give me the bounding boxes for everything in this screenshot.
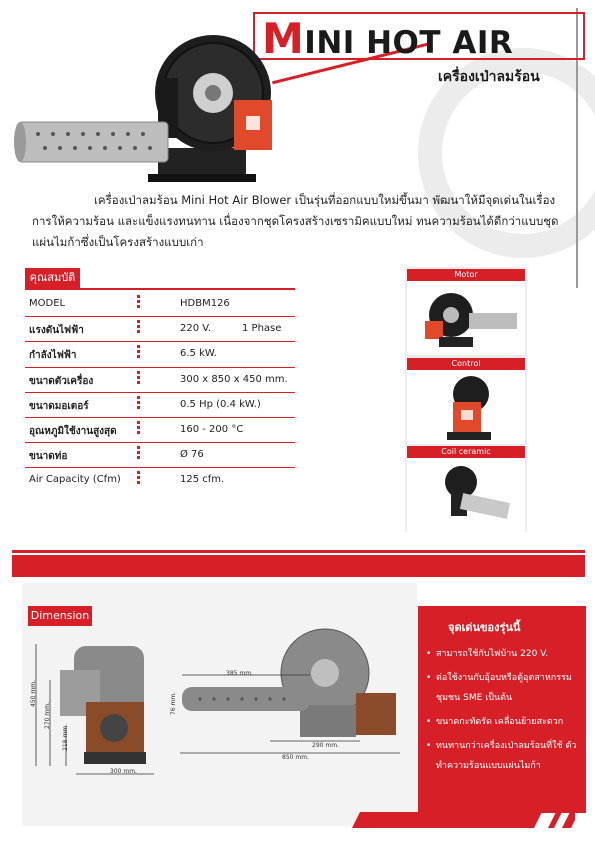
intro-paragraph: เครื่องเป่าลมร้อน Mini Hot Air Blower เป็นรุ่นที่ออกแบบใหม่ขึ้นมา พัฒนาให้มีจุดเด่นในเรื่องการให้ความร้อน และแข็งแรงทนทาน เนื่องจากชุดโครงสร้างเซรามิคแบบใหม่ ทนความร้อนได้ดีกว่าแบบชุดแผ่นไมก้าซึ่งเป็นโครงสร้างแบบเก่า (32, 193, 559, 249)
feature-item: • ต่อใช้งานกับอุ้อบหรือตู้อุตสาหกรรม ชุมชน SME เป็นต้น (426, 668, 582, 708)
control-image (411, 372, 521, 442)
part-card-control (407, 358, 525, 444)
spec-value: 220 V. (180, 323, 211, 335)
dim-body-width: 290 mm. (312, 742, 339, 749)
feature-item: • ทนทานกว่าเครื่องเป่าลมร้อนที่ใช้ ตัวทำความร้อนแบบแผ่นไมก้า (426, 736, 582, 776)
part-card-motor (407, 269, 525, 355)
spec-row (25, 393, 295, 418)
dim-width-side: 300 mm. (110, 768, 137, 775)
product-image (8, 18, 278, 190)
spec-row (25, 443, 295, 468)
section-banner (12, 555, 585, 577)
spec-row (25, 418, 295, 443)
spec-row (25, 342, 295, 367)
spec-row (25, 368, 295, 393)
spec-value: 125 cfm. (180, 474, 225, 486)
spec-dots (137, 396, 140, 410)
spec-value: 300 x 850 x 450 mm. (180, 373, 288, 385)
feature-item: • สามารถใช้กับไฟบ้าน 220 V. (426, 644, 582, 664)
title-rest: INI HOT AIR (304, 25, 514, 61)
spec-heading: คุณสมบัติ (25, 268, 80, 288)
title-initial: M (262, 14, 305, 63)
section-divider (12, 550, 585, 553)
dim-total-width: 850 mm. (282, 754, 309, 761)
spec-label: กำลังไฟฟ้า (29, 350, 77, 362)
spec-value: 6.5 kW. (180, 348, 217, 360)
spec-dots (137, 320, 140, 334)
dim-height-base: 218 mm. (61, 724, 69, 751)
features-title: จุดเด่นของรุ่นนี้ (448, 621, 521, 634)
spec-label: แรงดันไฟฟ้า (29, 325, 84, 337)
part-card-coil (407, 446, 525, 532)
spec-dots (137, 345, 140, 359)
spec-row (25, 317, 295, 342)
spec-dots (137, 371, 140, 385)
spec-value: 0.5 Hp (0.4 kW.) (180, 398, 261, 410)
motor-image (411, 283, 521, 353)
features-box (418, 606, 586, 813)
spec-label: ขนาดตัวเครื่อง (29, 375, 94, 387)
part-label: Coil ceramic (407, 446, 525, 458)
spec-label: MODEL (29, 298, 66, 309)
spec-label: ขนาดท่อ (29, 451, 68, 463)
spec-value: 160 - 200 °C (180, 423, 244, 435)
features-list (426, 644, 582, 780)
part-label: Control (407, 358, 525, 370)
dim-height-total: 450 mm. (29, 680, 37, 707)
part-label: Motor (407, 269, 525, 281)
spec-label: Air Capacity (Cfm) (29, 474, 121, 486)
spec-value: HDBM126 (180, 298, 230, 309)
spec-row (25, 292, 295, 317)
page-title (262, 14, 582, 63)
spec-dots (137, 471, 140, 485)
dim-tube-length: 385 mm. (226, 670, 253, 677)
spec-table (25, 292, 295, 493)
spec-value: Ø 76 (180, 449, 204, 461)
spec-heading-line (25, 288, 295, 290)
spec-dots (137, 421, 140, 435)
coil-image (411, 460, 521, 530)
spec-dots (137, 446, 140, 460)
dim-tube-diameter: 76 mm. (170, 691, 178, 716)
footer-stripes (352, 812, 575, 828)
spec-label: อุณหภูมิใช้งานสูงสุด (29, 425, 117, 437)
dim-height-body: 270 mm. (43, 702, 51, 729)
spec-dots (137, 295, 140, 309)
spec-row (25, 468, 295, 492)
front-view-drawing (170, 615, 410, 760)
page-subtitle: เครื่องเป่าลมร้อน (438, 69, 540, 85)
spec-label: ขนาดมอเตอร์ (29, 400, 89, 412)
dimension-heading: Dimension (28, 606, 92, 626)
feature-item: • ขนาดกะทัดรัด เคลื่อนย้ายสะดวก (426, 712, 582, 732)
spec-value-phase: 1 Phase (242, 323, 282, 335)
